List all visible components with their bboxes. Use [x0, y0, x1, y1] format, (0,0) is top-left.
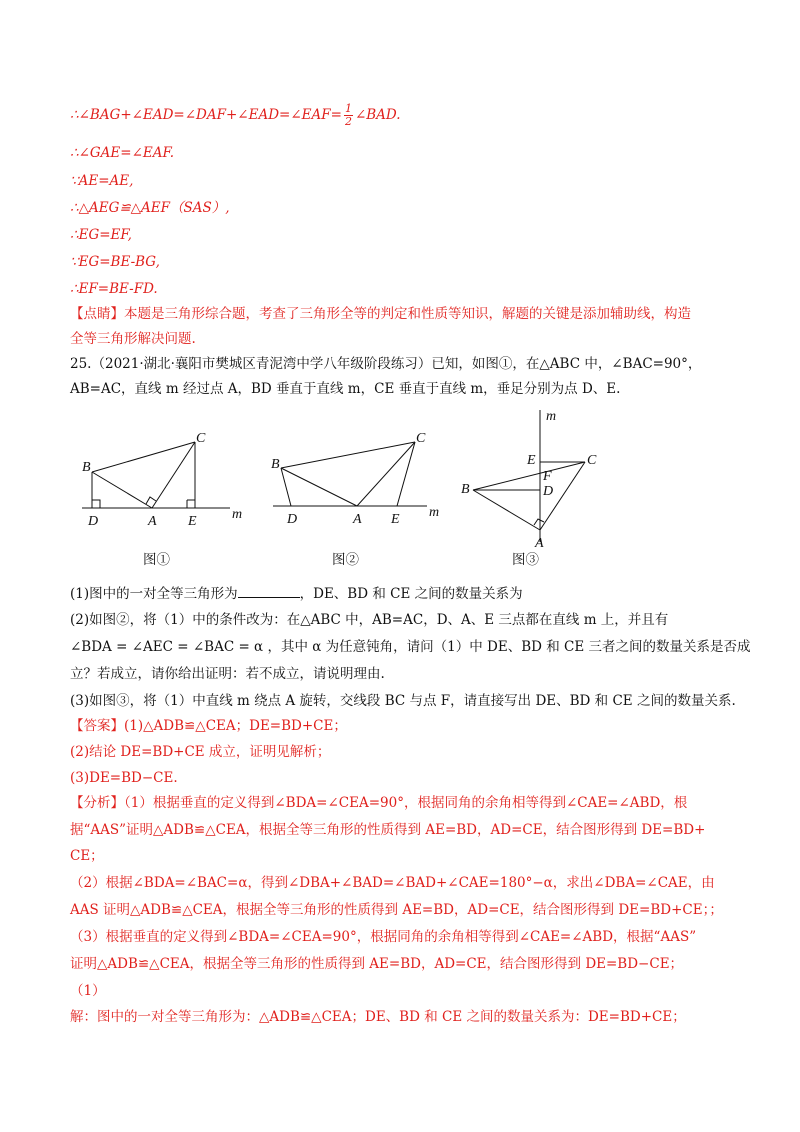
figure-3-diagram — [455, 410, 625, 550]
fig1-label-E: E — [188, 514, 197, 529]
question-2-line-1: (2)如图②，将（1）中的条件改为：在△ABC 中，AB=AC，D、A、E 三点都在直线 m 上，并且有 — [70, 612, 669, 628]
fig3-label-B: B — [461, 482, 470, 497]
comment-line-1: 【点睛】本题是三角形综合题，考查了三角形全等的判定和性质等知识，解题的关键是添加辅助线，构造 — [70, 306, 691, 322]
fig1-label-A: A — [148, 514, 157, 529]
problem-number: 25. — [70, 356, 92, 372]
analysis-line-8: （1） — [70, 983, 106, 999]
analysis-line-9: 解：图中的一对全等三角形为：△ADB≌△CEA；DE、BD 和 CE 之间的数量关系为：DE=BD+CE； — [70, 1009, 686, 1025]
question-2-line-2: ∠BDA = ∠AEC = ∠BAC = α ，其中 α 为任意钝角，请问（1）中 DE、BD 和 CE 三者之间的数量关系是否成 — [70, 639, 751, 655]
answer-line-1: 【答案】(1)△ADB≌△CEA；DE=BD+CE； — [70, 718, 347, 734]
fig2-label-A: A — [353, 512, 362, 527]
answer-blank — [238, 583, 300, 598]
figure-3 — [455, 410, 625, 550]
fig2-label-B: B — [271, 457, 280, 472]
figure-2-caption: 图② — [332, 552, 359, 568]
fig3-label-m: m — [546, 409, 557, 424]
fig2-label-C: C — [416, 431, 426, 446]
analysis-line-4: （2）根据∠BDA=∠BAC=α，得到∠DBA+∠BAD=∠BAD+∠CAE=180°−α，求出∠DBA=∠CAE，由 — [70, 875, 715, 891]
fig3-label-D: D — [543, 484, 554, 499]
fig1-label-C: C — [196, 431, 206, 446]
figure-1-diagram — [70, 420, 250, 550]
answer-line-3: (3)DE=BD−CE. — [70, 770, 178, 786]
solution-line-1: ∴∠BAG+∠EAD=∠DAF+∠EAD=∠EAF= $\frac{1}{2}$ ∠BAD. — [70, 102, 401, 128]
question-3: (3)如图③，将（1）中直线 m 绕点 A 旋转，交线段 BC 与点 F，请直接写出 DE、BD 和 CE 之间的数量关系. — [70, 693, 736, 709]
analysis-line-3: CE； — [70, 848, 104, 864]
question-1: (1)图中的一对全等三角形为 ，DE、BD 和 CE 之间的数量关系为 — [70, 583, 730, 604]
answer-tag: 【答案】 — [70, 718, 124, 734]
fig3-label-A: A — [535, 536, 544, 551]
solution-line-2: ∴∠GAE=∠EAF. — [70, 145, 175, 161]
analysis-line-5: AAS 证明△ADB≌△CEA，根据全等三角形的性质得到 AE=BD，AD=CE，结合图形得到 DE=BD+CE；； — [70, 902, 723, 918]
fig3-label-C: C — [587, 453, 597, 468]
fig2-label-E: E — [391, 512, 400, 527]
solution-line-6: ∵EG=BE-BG, — [70, 254, 160, 270]
analysis-line-7: 证明△ADB≌△CEA，根据全等三角形的性质得到 AE=BD，AD=CE，结合图形得到 DE=BD−CE； — [70, 956, 684, 972]
figure-3-caption: 图③ — [512, 552, 539, 568]
analysis-tag: 【分析】 — [70, 795, 124, 811]
question-2-line-3: 立？若成立，请你给出证明：若不成立，请说明理由. — [70, 666, 385, 682]
fig2-label-D: D — [287, 512, 298, 527]
problem-line-2: AB=AC，直线 m 经过点 A，BD 垂直于直线 m，CE 垂直于直线 m，垂足分别为点 D、E. — [70, 381, 621, 397]
analysis-line-6: （3）根据垂直的定义得到∠BDA=∠CEA=90°，根据同角的余角相等得到∠CAE=∠ABD，根据“AAS” — [70, 929, 697, 945]
answer-line-2: (2)结论 DE=BD+CE 成立，证明见解析； — [70, 744, 331, 760]
figure-1-caption: 图① — [143, 552, 170, 568]
comment-tag: 【点睛】 — [70, 306, 124, 322]
solution-line-4: ∴△AEG≌△AEF（SAS）, — [70, 200, 230, 216]
fig1-label-m: m — [232, 507, 243, 522]
solution-line-7: ∴EF=BE-FD. — [70, 281, 158, 297]
figure-2 — [265, 420, 445, 550]
analysis-line-2: 据“AAS”证明△ADB≌△CEA，根据全等三角形的性质得到 AE=BD，AD=CE，结合图形得到 DE=BD+ — [70, 822, 706, 838]
fraction: $\frac{1}{2}$ — [344, 102, 352, 128]
solution-line-3: ∵AE=AE, — [70, 173, 134, 189]
figure-2-diagram — [265, 420, 445, 550]
analysis-line-1: 【分析】（1）根据垂直的定义得到∠BDA=∠CEA=90°，根据同角的余角相等得到∠CAE=∠ABD，根 — [70, 795, 688, 811]
fig1-label-B: B — [82, 460, 91, 475]
fig3-label-F: F — [543, 469, 552, 484]
fig1-label-D: D — [88, 514, 99, 529]
fig3-label-E: E — [527, 453, 536, 468]
problem-line-1: 25.（2021·湖北·襄阳市樊城区青泥湾中学八年级阶段练习）已知，如图①，在△ABC 中，∠BAC=90°， — [70, 356, 702, 372]
comment-line-2: 全等三角形解决问题. — [70, 331, 196, 347]
figure-1 — [70, 420, 250, 550]
fig2-label-m: m — [429, 505, 440, 520]
solution-line-5: ∴EG=EF, — [70, 227, 132, 243]
